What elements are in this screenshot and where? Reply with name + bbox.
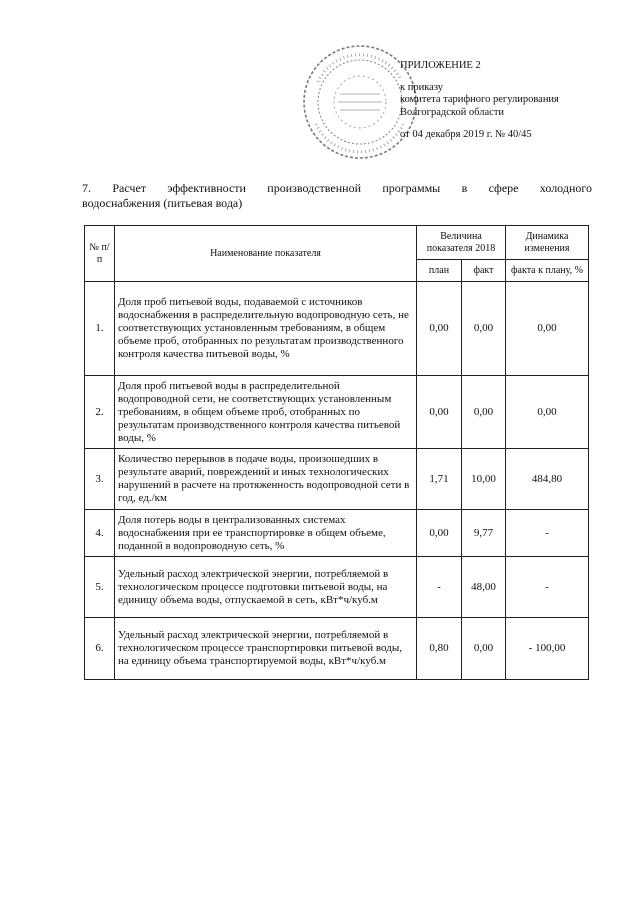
row-dynamics-value: - (506, 510, 589, 557)
table-row (85, 449, 589, 510)
header-value: Величина показателя 2018 (417, 226, 506, 260)
section-title-line-2: водоснабжения (питьевая вода) (82, 196, 243, 210)
row-plan-value: 1,71 (417, 449, 462, 510)
row-dynamics-value: 484,80 (506, 449, 589, 510)
header-name: Наименование показателя (115, 226, 417, 282)
row-number: 3. (85, 449, 115, 510)
region-line: Волгоградской области (400, 106, 505, 118)
section-title-line-1: 7. Расчет эффективности производственной программы в сфере холодного (82, 181, 592, 195)
row-indicator-name: Удельный расход электрической энергии, потребляемой в технологическом процессе транспортировки питьевой воды, на единицу объема транспортируемой воды, кВт*ч/куб.м (115, 618, 417, 680)
table-header-row-1 (85, 226, 589, 260)
row-indicator-name: Удельный расход электрической энергии, потребляемой в технологическом процессе подготовки питьевой воды, на единицу объема воды, отпускаемой в сеть, кВт*ч/куб.м (115, 557, 417, 618)
row-fact-value: 0,00 (462, 282, 506, 376)
row-plan-value: 0,80 (417, 618, 462, 680)
row-number: 6. (85, 618, 115, 680)
row-fact-value: 0,00 (462, 618, 506, 680)
row-indicator-name: Доля потерь воды в централизованных системах водоснабжения при ее транспортировке в общем объеме, поданной в водопроводную сеть, % (115, 510, 417, 557)
table-row (85, 282, 589, 376)
row-number: 5. (85, 557, 115, 618)
row-dynamics-value: 0,00 (506, 282, 589, 376)
header-dynamics-sub: факта к плану, % (506, 260, 589, 282)
row-fact-value: 0,00 (462, 376, 506, 449)
document-header (400, 60, 630, 142)
row-fact-value: 9,77 (462, 510, 506, 557)
header-plan: план (417, 260, 462, 282)
row-dynamics-value: 0,00 (506, 376, 589, 449)
row-indicator-name: Доля проб питьевой воды в распределительной водопроводной сети, не соответствующих установленным требованиям, в общем объеме проб, отобранных по результатам производственного контроля качества питьевой воды, % (115, 376, 417, 449)
committee-line: комитета тарифного регулирования (400, 94, 559, 105)
row-fact-value: 48,00 (462, 557, 506, 618)
order-date-number: от 04 декабря 2019 г. № 40/45 (400, 129, 532, 140)
header-fact: факт (462, 260, 506, 282)
row-dynamics-value: - 100,00 (506, 618, 589, 680)
row-fact-value: 10,00 (462, 449, 506, 510)
header-num: № п/п (85, 226, 115, 282)
table-row (85, 376, 589, 449)
row-indicator-name: Доля проб питьевой воды, подаваемой с источников водоснабжения в распределительную водопроводную сеть, не соответствующих установленным требованиям, в общем объеме проб, отобранных по результатам производственного контроля качества питьевой воды, % (115, 282, 417, 376)
row-indicator-name: Количество перерывов в подаче воды, произошедших в результате аварий, повреждений и иных технологических нарушений в расчете на протяженность водопроводной сети в год, ед./км (115, 449, 417, 510)
row-dynamics-value: - (506, 557, 589, 618)
appendix-label: ПРИЛОЖЕНИЕ 2 (400, 60, 481, 71)
table-row (85, 557, 589, 618)
row-plan-value: 0,00 (417, 376, 462, 449)
row-plan-value: 0,00 (417, 282, 462, 376)
row-plan-value: 0,00 (417, 510, 462, 557)
row-plan-value: - (417, 557, 462, 618)
efficiency-table (84, 225, 589, 680)
to-order-line: к приказу (400, 81, 443, 93)
table-row (85, 618, 589, 680)
row-number: 2. (85, 376, 115, 449)
row-number: 4. (85, 510, 115, 557)
section-title (82, 181, 592, 211)
table-row (85, 510, 589, 557)
row-number: 1. (85, 282, 115, 376)
header-dynamics: Динамика изменения (506, 226, 589, 260)
